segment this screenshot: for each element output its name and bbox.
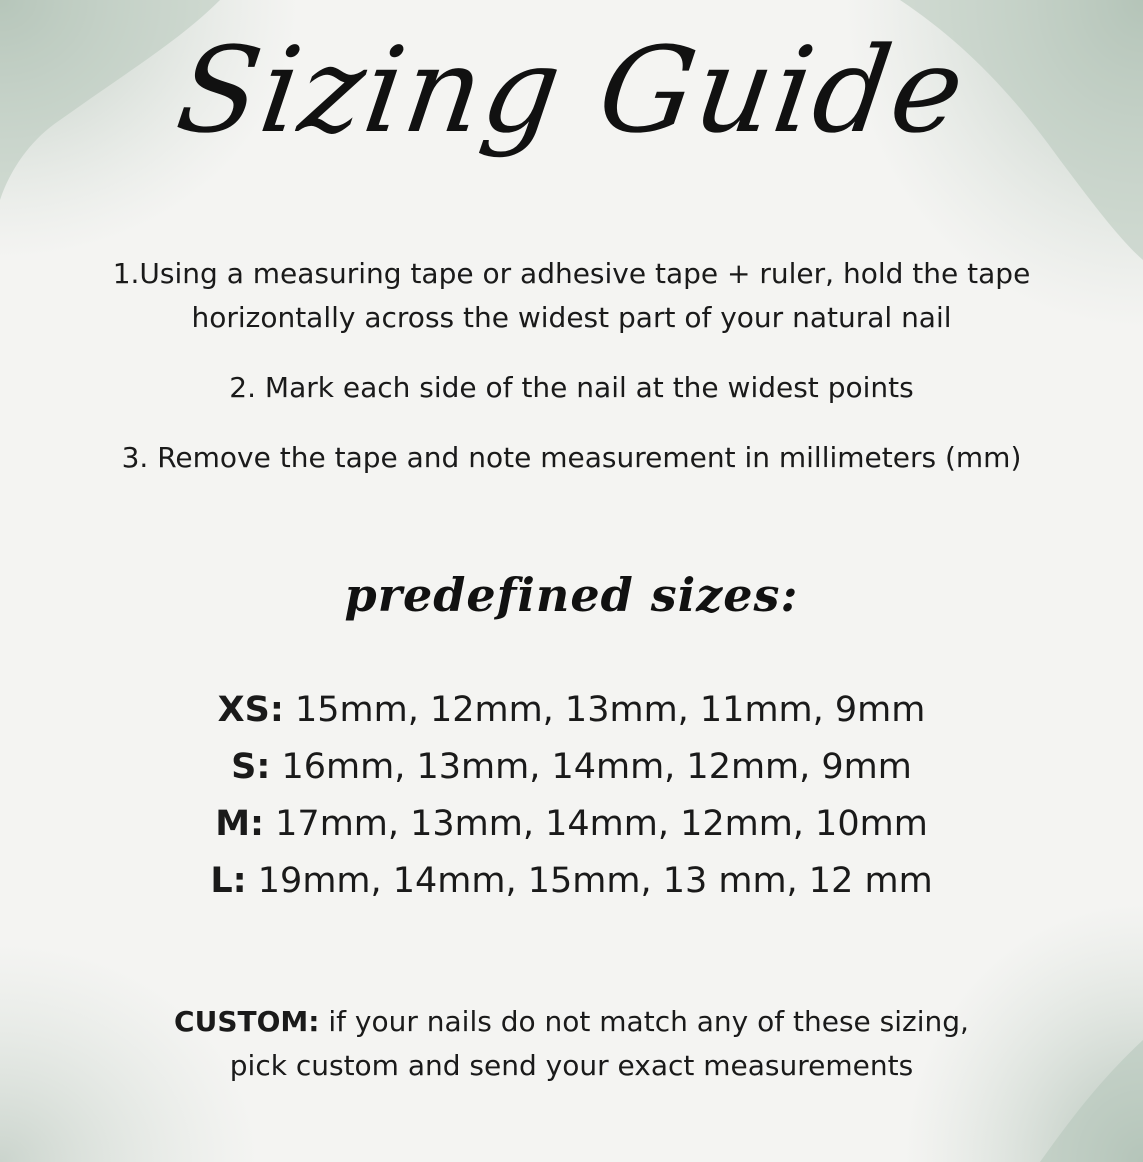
size-values-l: 19mm, 14mm, 15mm, 13 mm, 12 mm	[257, 861, 933, 901]
size-row-m	[0, 796, 1143, 853]
size-label-l: L:	[210, 861, 247, 901]
size-label-m: M:	[215, 804, 265, 844]
custom-note	[0, 1000, 1143, 1088]
size-label-xs: XS:	[217, 690, 284, 730]
custom-line-1	[0, 1000, 1143, 1044]
size-values-xs: 15mm, 12mm, 13mm, 11mm, 9mm	[294, 690, 926, 730]
step-1-line-1: Using a measuring tape or adhesive tape + ruler, hold the tape	[139, 257, 1031, 290]
size-row-xs	[0, 682, 1143, 739]
page-title: Sizing Guide	[169, 21, 974, 159]
step-1-line-2: horizontally across the widest part of your natural nail	[191, 301, 952, 334]
custom-label: CUSTOM:	[174, 1005, 320, 1038]
custom-text-1: if your nails do not match any of these sizing,	[328, 1005, 969, 1038]
step-2: 2. Mark each side of the nail at the widest points	[229, 371, 914, 404]
predefined-sizes-heading: predefined sizes:	[344, 568, 799, 622]
size-label-s: S:	[231, 747, 271, 787]
size-values-m: 17mm, 13mm, 14mm, 12mm, 10mm	[275, 804, 928, 844]
step-3: 3. Remove the tape and note measurement in millimeters (mm)	[121, 441, 1022, 474]
custom-text-2: pick custom and send your exact measurements	[229, 1049, 914, 1082]
step-1	[0, 252, 1143, 340]
step-1-number: 1.	[112, 257, 140, 290]
size-row-l	[0, 853, 1143, 910]
size-values-s: 16mm, 13mm, 14mm, 12mm, 9mm	[281, 747, 912, 787]
size-list	[0, 682, 1143, 910]
size-row-s	[0, 739, 1143, 796]
